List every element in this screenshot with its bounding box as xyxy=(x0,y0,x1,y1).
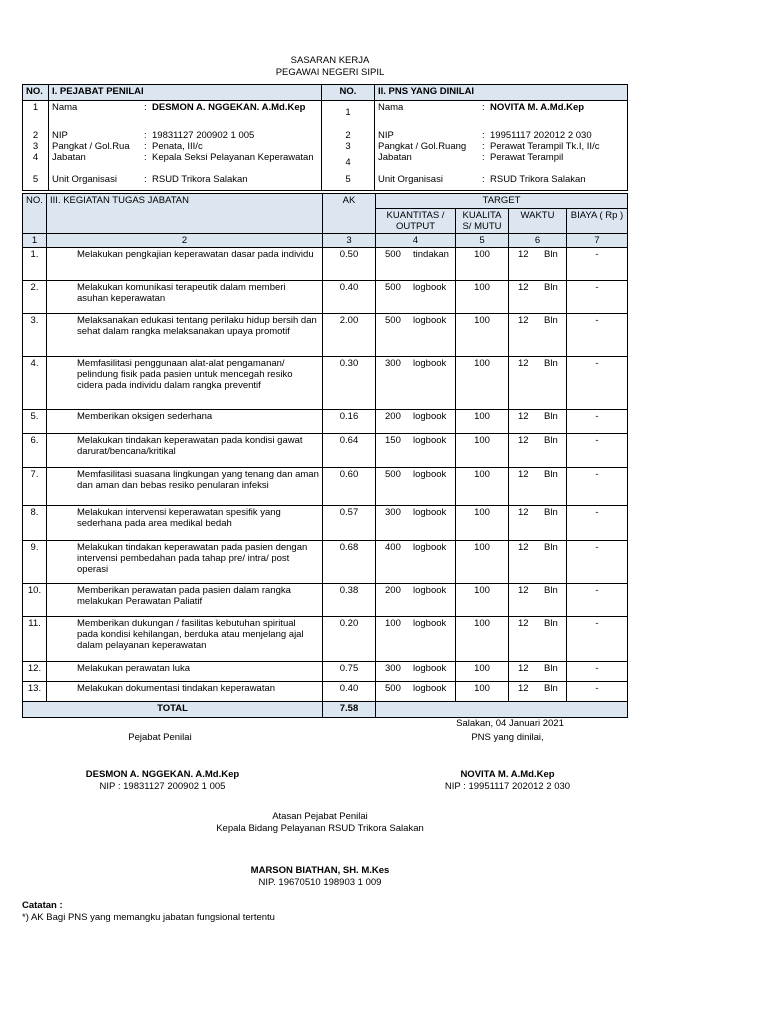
time-unit: Bln xyxy=(544,618,558,629)
task-cost: - xyxy=(567,662,628,682)
task-row xyxy=(23,506,628,541)
task-time xyxy=(509,617,567,662)
task-quality: 100 xyxy=(456,662,509,682)
col-no-header: NO. xyxy=(23,194,47,234)
time-unit: Bln xyxy=(544,358,558,369)
time-value: 12 xyxy=(518,315,529,326)
task-cost: - xyxy=(567,541,628,584)
quantity-value: 100 xyxy=(385,618,401,629)
task-row xyxy=(23,584,628,617)
task-quality: 100 xyxy=(456,248,509,281)
task-ak: 0.16 xyxy=(323,410,376,434)
place-date: Salakan, 04 Januari 2021 xyxy=(456,718,564,729)
target-header: TARGET xyxy=(376,194,628,209)
task-number: 3. xyxy=(23,314,47,357)
task-number: 12. xyxy=(23,662,47,682)
task-description: Memfasilitasi penggunaan alat-alat pengamanan/ pelindung fisik pada pasien untuk mencegah resiko cidera pada individu dalam rangka preventif xyxy=(47,357,323,410)
time-value: 12 xyxy=(518,411,529,422)
task-number: 13. xyxy=(23,682,47,702)
task-cost: - xyxy=(567,410,628,434)
task-number: 10. xyxy=(23,584,47,617)
task-quantity xyxy=(376,584,456,617)
time-unit: Bln xyxy=(544,507,558,518)
task-quantity xyxy=(376,541,456,584)
left-role: Pejabat Penilai xyxy=(128,732,192,743)
quantity-value: 300 xyxy=(385,358,401,369)
time-unit: Bln xyxy=(544,249,558,260)
task-quality: 100 xyxy=(456,410,509,434)
task-number: 7. xyxy=(23,468,47,506)
quantity-unit: logbook xyxy=(413,542,447,553)
task-quality: 100 xyxy=(456,682,509,702)
task-ak: 0.30 xyxy=(323,357,376,410)
task-quantity xyxy=(376,248,456,281)
quantity-unit: logbook xyxy=(413,683,447,694)
col-kuantitas-header: KUANTITAS / OUTPUT xyxy=(376,209,456,234)
quantity-unit: logbook xyxy=(413,618,447,629)
task-number: 11. xyxy=(23,617,47,662)
task-quality: 100 xyxy=(456,617,509,662)
task-time xyxy=(509,541,567,584)
task-ak: 0.20 xyxy=(323,617,376,662)
superior-unit: Kepala Bidang Pelayanan RSUD Trikora Salakan xyxy=(216,823,424,834)
task-row xyxy=(23,314,628,357)
time-value: 12 xyxy=(518,282,529,293)
task-number: 2. xyxy=(23,281,47,314)
section-i-heading: I. PEJABAT PENILAI xyxy=(49,85,322,101)
task-time xyxy=(509,434,567,468)
superior-name: MARSON BIATHAN, SH. M.Kes xyxy=(250,865,390,876)
task-row xyxy=(23,541,628,584)
time-value: 12 xyxy=(518,618,529,629)
task-time xyxy=(509,410,567,434)
task-time xyxy=(509,662,567,682)
task-quality: 100 xyxy=(456,468,509,506)
total-value: 7.58 xyxy=(323,702,376,718)
time-value: 12 xyxy=(518,249,529,260)
task-row xyxy=(23,617,628,662)
document-title: SASARAN KERJA xyxy=(290,55,370,66)
quantity-value: 500 xyxy=(385,469,401,480)
quantity-unit: logbook xyxy=(413,358,447,369)
task-number: 6. xyxy=(23,434,47,468)
right-role: PNS yang dinilai, xyxy=(471,732,544,743)
task-row xyxy=(23,410,628,434)
task-description: Melakukan komunikasi terapeutik dalam memberi asuhan keperawatan xyxy=(47,281,323,314)
task-cost: - xyxy=(567,434,628,468)
notes-text: *) AK Bagi PNS yang memangku jabatan fungsional tertentu xyxy=(22,912,275,923)
task-quality: 100 xyxy=(456,584,509,617)
task-time xyxy=(509,584,567,617)
task-number: 5. xyxy=(23,410,47,434)
task-ak: 0.60 xyxy=(323,468,376,506)
right-signer-nip: NIP : 19951117 202012 2 030 xyxy=(444,781,571,792)
col-no-header: NO. xyxy=(23,85,49,101)
col-ak-header: AK xyxy=(323,194,376,234)
quantity-value: 200 xyxy=(385,411,401,422)
task-time xyxy=(509,314,567,357)
right-number-column: 1 2 3 4 5 xyxy=(322,101,375,191)
col-no2-header: NO. xyxy=(322,85,375,101)
task-description: Memfasilitasi suasana lingkungan yang tenang dan aman dan aman dan bebas resiko penularan infeksi xyxy=(47,468,323,506)
time-unit: Bln xyxy=(544,585,558,596)
task-cost: - xyxy=(567,682,628,702)
task-row xyxy=(23,662,628,682)
task-ak: 0.64 xyxy=(323,434,376,468)
officials-table xyxy=(22,84,628,191)
task-ak: 2.00 xyxy=(323,314,376,357)
task-quality: 100 xyxy=(456,357,509,410)
task-description: Memberikan dukungan / fasilitas kebutuhan spiritual pada kondisi kehilangan, berduka atau menjelang ajal dalam pelayanan keperawatan xyxy=(47,617,323,662)
quantity-unit: logbook xyxy=(413,469,447,480)
task-quality: 100 xyxy=(456,434,509,468)
section-ii-heading: II. PNS YANG DINILAI xyxy=(375,85,628,101)
task-row xyxy=(23,682,628,702)
task-ak: 0.50 xyxy=(323,248,376,281)
total-row xyxy=(23,702,628,718)
task-quality: 100 xyxy=(456,281,509,314)
pejabat-penilai-details: Nama : DESMON A. NGGEKAN. A.Md.Kep NIP : 19831127 200902 1 005 Pangkat / Gol.Rua : Penata, III/c Jabatan : Kepala Seksi Pelayanan Keperawatan Unit Organisasi : RSUD Trikora Salakan xyxy=(49,101,322,191)
quantity-value: 300 xyxy=(385,507,401,518)
time-value: 12 xyxy=(518,542,529,553)
time-value: 12 xyxy=(518,435,529,446)
task-quantity xyxy=(376,410,456,434)
task-time xyxy=(509,357,567,410)
task-quantity xyxy=(376,281,456,314)
time-unit: Bln xyxy=(544,315,558,326)
task-quantity xyxy=(376,617,456,662)
pns-dinilai-details: Nama : NOVITA M. A.Md.Kep NIP : 19951117 202012 2 030 Pangkat / Gol.Ruang : Perawat Terampil Tk.I, II/c Jabatan : Perawat Terampil Unit Organisasi : RSUD Trikora Salakan xyxy=(375,101,628,191)
notes-heading: Catatan : xyxy=(22,900,63,911)
total-label: TOTAL xyxy=(23,702,323,718)
time-value: 12 xyxy=(518,585,529,596)
task-time xyxy=(509,248,567,281)
task-quantity xyxy=(376,434,456,468)
task-row xyxy=(23,281,628,314)
task-quantity xyxy=(376,682,456,702)
task-time xyxy=(509,506,567,541)
tasks-table xyxy=(22,193,628,718)
quantity-unit: logbook xyxy=(413,507,447,518)
task-ak: 0.57 xyxy=(323,506,376,541)
task-cost: - xyxy=(567,506,628,541)
left-number-column: 1 2 3 4 5 xyxy=(23,101,49,191)
quantity-unit: logbook xyxy=(413,315,447,326)
task-quality: 100 xyxy=(456,506,509,541)
quantity-value: 500 xyxy=(385,683,401,694)
col-kualitas-header: KUALITA S/ MUTU xyxy=(456,209,509,234)
left-signer-name: DESMON A. NGGEKAN. A.Md.Kep xyxy=(85,769,240,780)
time-value: 12 xyxy=(518,358,529,369)
task-description: Melakukan intervensi keperawatan spesifik yang sederhana pada area medikal bedah xyxy=(47,506,323,541)
task-ak: 0.75 xyxy=(323,662,376,682)
time-unit: Bln xyxy=(544,469,558,480)
task-quality: 100 xyxy=(456,541,509,584)
task-cost: - xyxy=(567,281,628,314)
time-unit: Bln xyxy=(544,435,558,446)
time-value: 12 xyxy=(518,507,529,518)
time-value: 12 xyxy=(518,683,529,694)
col-biaya-header: BIAYA ( Rp ) xyxy=(567,209,628,234)
task-ak: 0.40 xyxy=(323,281,376,314)
left-signer-nip: NIP : 19831127 200902 1 005 xyxy=(99,781,226,792)
task-description: Melakukan tindakan keperawatan pada pasien dengan intervensi pembedahan pada tahap pre/ intra/ post operasi xyxy=(47,541,323,584)
task-quality: 100 xyxy=(456,314,509,357)
task-time xyxy=(509,468,567,506)
quantity-unit: logbook xyxy=(413,411,447,422)
task-number: 1. xyxy=(23,248,47,281)
task-row xyxy=(23,468,628,506)
task-description: Melakukan perawatan luka xyxy=(47,662,323,682)
task-description: Melaksanakan edukasi tentang perilaku hidup bersih dan sehat dalam rangka melaksanakan upaya promotif xyxy=(47,314,323,357)
task-quantity xyxy=(376,357,456,410)
task-number: 8. xyxy=(23,506,47,541)
task-row xyxy=(23,357,628,410)
superior-nip: NIP. 19670510 198903 1 009 xyxy=(258,877,382,888)
document-subtitle: PEGAWAI NEGERI SIPIL xyxy=(275,67,385,78)
quantity-value: 150 xyxy=(385,435,401,446)
quantity-value: 400 xyxy=(385,542,401,553)
quantity-value: 500 xyxy=(385,249,401,260)
task-quantity xyxy=(376,468,456,506)
task-time xyxy=(509,281,567,314)
task-quantity xyxy=(376,314,456,357)
task-cost: - xyxy=(567,584,628,617)
col-waktu-header: WAKTU xyxy=(509,209,567,234)
task-quantity xyxy=(376,662,456,682)
quantity-value: 300 xyxy=(385,663,401,674)
task-description: Melakukan tindakan keperawatan pada kondisi gawat darurat/bencana/kritikal xyxy=(47,434,323,468)
task-cost: - xyxy=(567,314,628,357)
time-unit: Bln xyxy=(544,663,558,674)
task-description: Memberikan perawatan pada pasien dalam rangka melakukan Perawatan Paliatif xyxy=(47,584,323,617)
column-index-row: 1 2 3 4 5 6 7 xyxy=(23,234,628,248)
time-unit: Bln xyxy=(544,542,558,553)
quantity-unit: logbook xyxy=(413,435,447,446)
task-ak: 0.40 xyxy=(323,682,376,702)
section-iii-heading: III. KEGIATAN TUGAS JABATAN xyxy=(47,194,323,234)
quantity-unit: logbook xyxy=(413,585,447,596)
task-quantity xyxy=(376,506,456,541)
time-unit: Bln xyxy=(544,683,558,694)
task-cost: - xyxy=(567,357,628,410)
task-ak: 0.68 xyxy=(323,541,376,584)
time-unit: Bln xyxy=(544,411,558,422)
task-number: 9. xyxy=(23,541,47,584)
quantity-value: 200 xyxy=(385,585,401,596)
right-signer-name: NOVITA M. A.Md.Kep xyxy=(460,769,555,780)
task-cost: - xyxy=(567,617,628,662)
task-description: Melakukan pengkajian keperawatan dasar pada individu xyxy=(47,248,323,281)
task-description: Melakukan dokumentasi tindakan keperawatan xyxy=(47,682,323,702)
quantity-unit: tindakan xyxy=(413,249,449,260)
task-ak: 0.38 xyxy=(323,584,376,617)
task-cost: - xyxy=(567,468,628,506)
task-number: 4. xyxy=(23,357,47,410)
task-time xyxy=(509,682,567,702)
quantity-unit: logbook xyxy=(413,282,447,293)
time-unit: Bln xyxy=(544,282,558,293)
superior-role: Atasan Pejabat Penilai xyxy=(272,811,368,822)
task-row xyxy=(23,248,628,281)
quantity-value: 500 xyxy=(385,315,401,326)
time-value: 12 xyxy=(518,663,529,674)
task-cost: - xyxy=(567,248,628,281)
task-row xyxy=(23,434,628,468)
time-value: 12 xyxy=(518,469,529,480)
quantity-value: 500 xyxy=(385,282,401,293)
quantity-unit: logbook xyxy=(413,663,447,674)
task-description: Memberikan oksigen sederhana xyxy=(47,410,323,434)
